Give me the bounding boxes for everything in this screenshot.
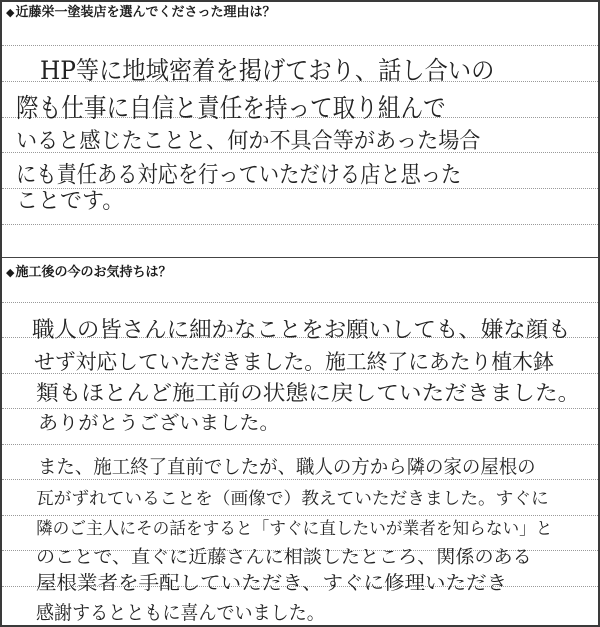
answer-line: のことで、直ぐに近藤さんに相談したところ、関係のある [36,547,532,568]
answer-line: 瓦がずれていることを（画像で）教えていただきました。すぐに [36,489,549,509]
ruled-line [2,302,598,303]
answer-line: ことです。 [16,189,125,214]
answer-line: 類もほとんど施工前の状態に戻していただきました。 [36,381,581,405]
answer-line: 屋根業者を手配していただき、すぐに修理いただき [36,572,508,594]
answer-line: 感謝するとともに喜んでいました。 [36,602,325,624]
ruled-line [2,479,598,480]
answer-line: 職人の皆さんに細かなことをお願いしても、嫌な顔も [32,318,571,343]
answer-line: せず対応していただきました。施工終了にあたり植木鉢 [34,350,554,374]
question-reason [6,5,275,21]
answer-line: いると感じたことと、何か不具合等があった場合 [16,129,481,154]
answer-line: 際も仕事に自信と責任を持って取り組んで [16,94,446,124]
answer-line: 隣のご主人にその話をすると「すぐに直したいが業者を知らない」と [36,519,553,539]
question-reason-text: 近藤栄一塗装店を選んでくださった理由は？ [15,5,276,20]
section-divider [2,257,598,258]
question-feelings [6,265,171,281]
diamond-bullet-icon: ◆ [6,266,15,279]
answer-line: また、施工終了直前でしたが、職人の方から隣の家の屋根の [38,456,536,478]
ruled-line [2,45,598,46]
ruled-line [2,224,598,225]
answer-line: HP等に地域密着を掲げており、話し合いの [40,56,495,85]
answer-line: にも責任ある対応を行っていただける店と思った [16,162,462,188]
answer-line: ありがとうございました。 [38,412,280,434]
question-feelings-text: 施工後の今のお気持ちは？ [15,265,172,280]
diamond-bullet-icon: ◆ [6,6,15,19]
ruled-line [2,444,598,445]
